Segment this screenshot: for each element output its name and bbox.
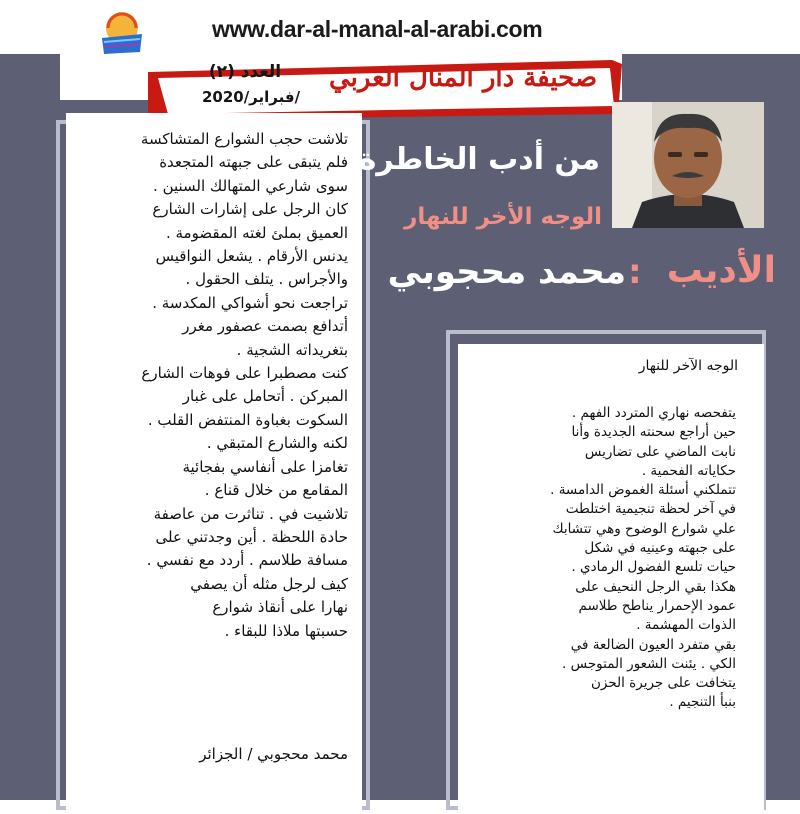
issue-date: فبراير/2020/ — [201, 88, 301, 106]
author-portrait — [612, 102, 764, 228]
paper-name: صحيفة دار المنال العربي — [328, 63, 598, 93]
text-line: يتفحصه نهاري المتردد الفهم . — [571, 405, 736, 421]
text-line: حسبتها ملاذا للبقاء . — [224, 621, 348, 640]
text-line: كنت مصطبرا على فوهات الشارع — [141, 364, 348, 383]
text-line: تلاشت حجب الشوارع المتشاكسة — [140, 130, 348, 148]
text-line: فلم يتبقى على جبهته المتجعدة — [159, 153, 348, 172]
text-line: عمود الإحمرار يناطح طلاسم — [578, 597, 736, 614]
section-title: من أدب الخاطرة — [358, 142, 600, 177]
text-line: الذوات المهشمة . — [636, 617, 736, 634]
author-colon: : — [628, 252, 642, 292]
text-line: المقامع من خلال قناع . — [204, 481, 348, 500]
text-line: تتملكني أسئلة الغموض الدامسة . — [550, 482, 736, 499]
text-line: تراجعت نحو أشواكي المكدسة . — [152, 293, 348, 312]
text-line: كيف لرجل مثله أن يصفي — [190, 574, 348, 593]
text-line: مسافة طلاسم . أردد مع نفسي . — [146, 551, 348, 570]
text-line: حكاياته الفحمية . — [641, 462, 736, 479]
poem-text — [466, 404, 736, 713]
text-line: تلاشيت في . تناثرت من عاصفة — [153, 504, 348, 523]
text-line: حين أراجع سحنته الجديدة وأنا — [571, 424, 736, 441]
text-line: يتخافت على جريرة الحزن — [590, 675, 736, 692]
text-line: لكنه والشارع المتبقي . — [206, 434, 348, 453]
text-line: العميق بملئ لغته المقضومة . — [165, 223, 348, 242]
text-line: بتغريداته الشجية . — [236, 340, 348, 359]
text-line: نابت الماضي على تضاريس — [584, 443, 736, 460]
text-line: نهارا على أنقاذ شوارع — [212, 598, 348, 617]
background-edge-left — [0, 54, 60, 104]
text-line: والأجراس . يتلف الحقول . — [185, 270, 348, 289]
text-line: حادة اللحظة . أين وجدتني على — [155, 527, 348, 546]
text-line: تغامزا على أنفاسي بفجائية — [182, 457, 348, 476]
text-line: علي شوارع الوضوح وهي تتشابك — [552, 520, 736, 537]
text-line: بقي متفرد العيون الضالعة في — [570, 636, 736, 653]
poem-title: الوجه الآخر للنهار — [638, 358, 738, 374]
text-line: في آخر لحظة تنجيمية اختلطت — [565, 501, 736, 518]
text-line: على جبهته وعينيه في شكل — [584, 540, 736, 557]
author-label: الأديب — [666, 250, 776, 291]
text-line: المبركن . أتحامل على غبار — [182, 387, 348, 406]
text-line: الكي . يئنت الشعور المتوجس . — [562, 655, 736, 672]
publisher-logo — [96, 8, 148, 60]
text-line: هكذا بقي الرجل النحيف على — [575, 578, 736, 595]
text-line: أتدافع بصمت عصفور مغرر — [182, 317, 348, 336]
author-name: محمد محجوبي — [387, 252, 626, 292]
website-url[interactable]: www.dar-al-manal-al-arabi.com — [212, 16, 543, 42]
author-signature: محمد محجوبي / الجزائر — [199, 745, 348, 763]
text-line: سوى شارعي المتهالك السنين . — [153, 176, 348, 195]
left-column-text — [70, 128, 348, 643]
text-line: بنبأ التنجيم . — [669, 694, 736, 711]
text-line: السكوت بغباوة المنتفض القلب . — [147, 410, 348, 429]
text-line: كان الرجل على إشارات الشارع — [152, 200, 348, 219]
article-subtitle: الوجه الأخر للنهار — [404, 204, 602, 230]
issue-number: العدد (٢) — [208, 62, 282, 82]
text-line: يدنس الأرقام . يشعل النواقيس — [155, 247, 348, 266]
background-edge-right — [622, 54, 800, 104]
text-line: حيات تلسع الفضول الرمادي . — [571, 559, 736, 576]
